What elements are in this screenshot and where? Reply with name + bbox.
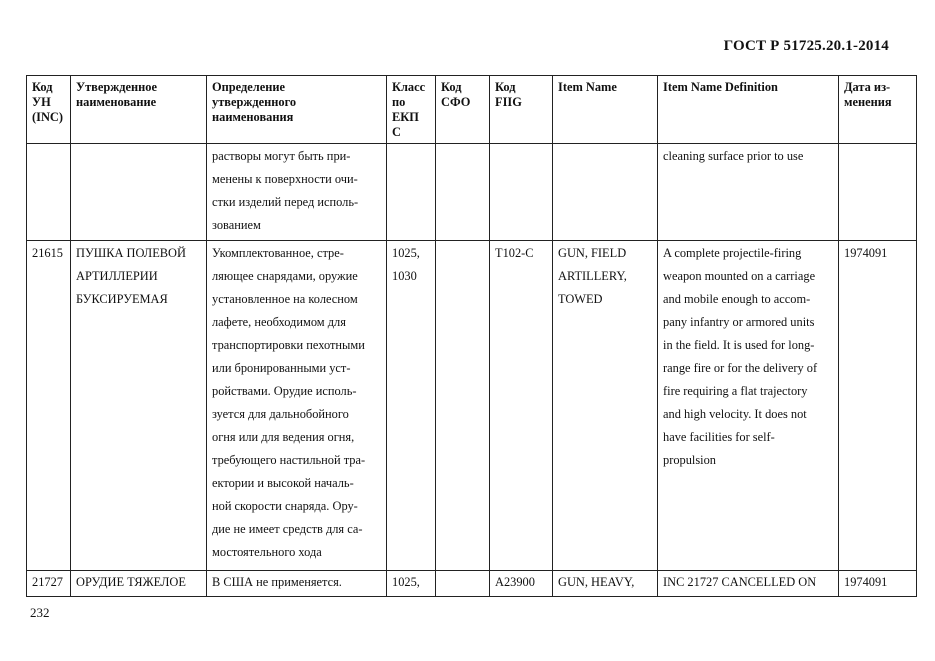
table-row (27, 571, 917, 597)
cell-date: 1974091 (839, 571, 917, 597)
page-number: 232 (30, 605, 50, 620)
cell-approved-name: ОРУДИЕ ТЯЖЕЛОЕ (71, 571, 207, 597)
col-header-item-name: Item Name (553, 76, 658, 144)
cell-sfo (436, 144, 490, 241)
cell-inc: 21615 (27, 241, 71, 571)
document-standard-header: ГОСТ Р 51725.20.1-2014 (723, 38, 889, 54)
col-header-inc: Код УН (INC) (27, 76, 71, 144)
cell-inc (27, 144, 71, 241)
col-header-sfo: Код СФО (436, 76, 490, 144)
col-header-item-definition: Item Name Definition (658, 76, 839, 144)
cell-item-definition: cleaning surface prior to use (658, 144, 839, 241)
cell-approved-name: ПУШКА ПОЛЕВОЙ АРТИЛЛЕРИИ БУКСИРУЕМАЯ (71, 241, 207, 571)
cell-definition: Укомплектованное, стре- ляющее снарядами, оружие установленное на колесном лафете, необходимом для транспортировки пехотными или бронированными уст- ройствами. Орудие исполь- зуется для дальнобойного огня или для ведения огня, требующего настильной тра- ектории и высокой началь- ной скорости снаряда. Ору- дие не имеет средств для са- мостоятельного хода (207, 241, 387, 571)
table-row (27, 144, 917, 241)
cell-item-definition: A complete projectile-firing weapon mounted on a carriage and mobile enough to accom- pany infantry or armored units in the field. It is used for long- range fire or for the delivery of fire requiring a flat trajectory and high velocity. It does not have facilities for self- propulsion (658, 241, 839, 571)
cell-date (839, 144, 917, 241)
col-header-class: Класс по ЕКП С (387, 76, 436, 144)
cell-item-name: GUN, FIELD ARTILLERY, TOWED (553, 241, 658, 571)
cell-item-definition: INC 21727 CANCELLED ON (658, 571, 839, 597)
cell-fiig: T102-C (490, 241, 553, 571)
col-header-fiig: Код FIIG (490, 76, 553, 144)
table-header-row (27, 76, 917, 144)
cell-approved-name (71, 144, 207, 241)
cell-sfo (436, 241, 490, 571)
cell-class: 1025, 1030 (387, 241, 436, 571)
cell-definition: В США не применяется. (207, 571, 387, 597)
cell-item-name (553, 144, 658, 241)
cell-fiig (490, 144, 553, 241)
col-header-definition: Определение утвержденного наименования (207, 76, 387, 144)
col-header-date: Дата из- менения (839, 76, 917, 144)
cell-sfo (436, 571, 490, 597)
cell-class (387, 144, 436, 241)
cell-inc: 21727 (27, 571, 71, 597)
table-row (27, 241, 917, 571)
cell-item-name: GUN, HEAVY, (553, 571, 658, 597)
specification-table (26, 75, 917, 597)
cell-definition: растворы могут быть при- менены к поверхности очи- стки изделий перед исполь- зованием (207, 144, 387, 241)
cell-date: 1974091 (839, 241, 917, 571)
cell-fiig: A23900 (490, 571, 553, 597)
col-header-approved-name: Утвержденное наименование (71, 76, 207, 144)
cell-class: 1025, (387, 571, 436, 597)
